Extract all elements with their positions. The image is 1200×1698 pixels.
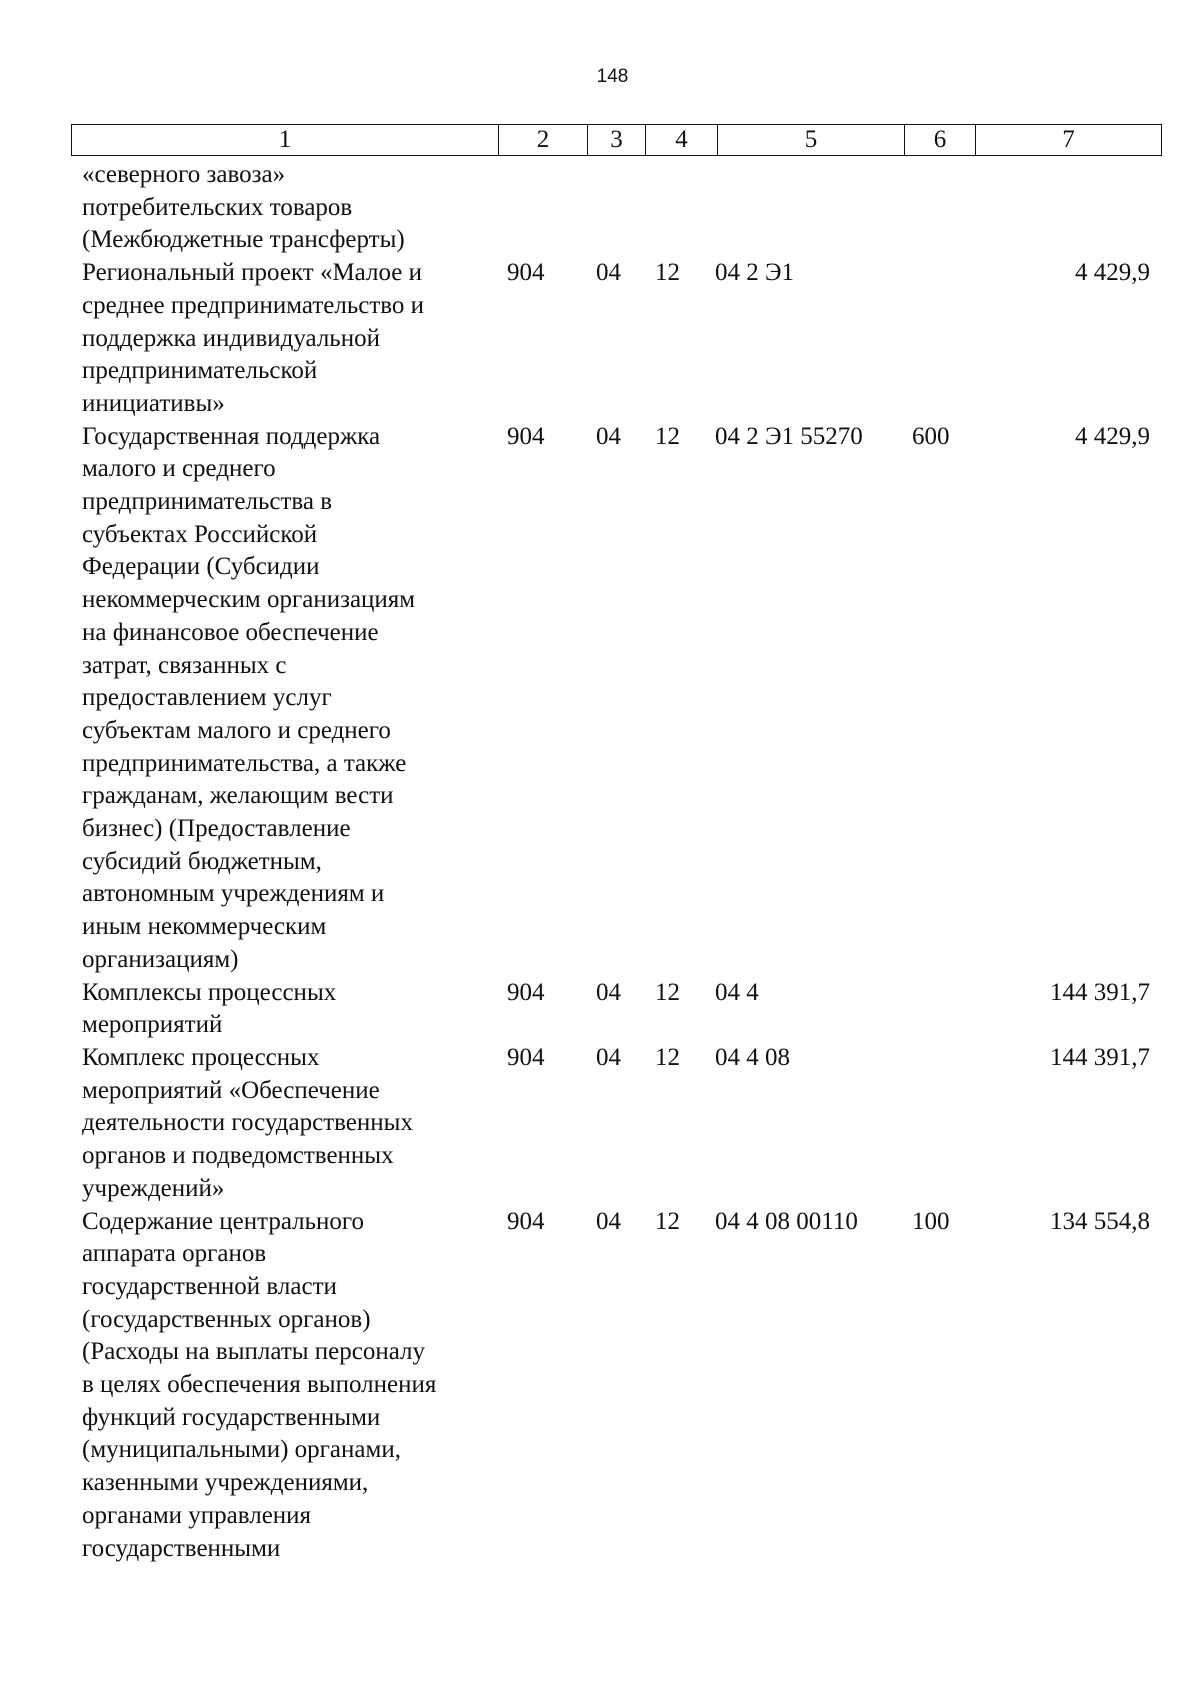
row-cs: 04 4 08 bbox=[715, 1043, 790, 1071]
row-rz: 04 bbox=[596, 1043, 621, 1071]
table-row bbox=[0, 977, 1200, 1042]
page-number: 148 bbox=[596, 66, 629, 87]
row-name: Региональный проект «Малое и среднее предпринимательство и поддержка индивидуальной предпринимательской инициативы» bbox=[82, 259, 425, 417]
row-gr: 904 bbox=[507, 422, 545, 450]
row-cs: 04 4 08 00110 bbox=[715, 1207, 858, 1235]
row-pr: 12 bbox=[655, 422, 680, 450]
row-rz: 04 bbox=[596, 978, 621, 1006]
header-cell-1: 1 bbox=[72, 125, 499, 155]
row-pr: 12 bbox=[655, 978, 680, 1006]
table-row bbox=[0, 257, 1200, 421]
row-vr: 600 bbox=[912, 422, 950, 450]
table-row bbox=[0, 1206, 1200, 1566]
row-cs: 04 2 Э1 bbox=[715, 259, 795, 287]
header-cell-5: 5 bbox=[718, 125, 905, 155]
row-gr: 904 bbox=[507, 978, 545, 1006]
header-cell-7: 7 bbox=[1062, 126, 1075, 153]
row-sum: 144 391,7 bbox=[1050, 1043, 1150, 1071]
row-rz: 04 bbox=[596, 1207, 621, 1235]
row-pr: 12 bbox=[655, 1043, 680, 1071]
row-gr: 904 bbox=[507, 1043, 545, 1071]
row-gr: 904 bbox=[507, 1207, 545, 1235]
table-row bbox=[0, 159, 1200, 257]
header-cell-2: 2 bbox=[499, 125, 588, 155]
header-cell-6: 6 bbox=[905, 125, 976, 155]
row-sum: 134 554,8 bbox=[1050, 1207, 1150, 1235]
row-sum: 4 429,9 bbox=[1075, 422, 1150, 450]
row-name: Государственная поддержка малого и среднего предпринимательства в субъектах Российской Федерации (Субсидии некоммерческим организациям на финансовое обеспечение затрат, связанных с предоставлением услуг субъектам малого и среднего предпринимательства, а также гражданам, желающим вести бизнес) (Предоставление субсидий бюджетным, автономным учреждениям и иным некоммерческим организациям) bbox=[82, 422, 416, 973]
row-gr: 904 bbox=[507, 259, 545, 287]
row-pr: 12 bbox=[655, 259, 680, 287]
row-name: Комплекс процессных мероприятий «Обеспечение деятельности государственных органов и подведомственных учреждений» bbox=[82, 1043, 413, 1202]
row-name: «северного завоза» потребительских товаров (Межбюджетные трансферты) bbox=[82, 161, 405, 254]
row-sum: 4 429,9 bbox=[1075, 259, 1150, 287]
row-name: Комплексы процессных мероприятий bbox=[82, 978, 337, 1039]
row-vr: 100 bbox=[912, 1207, 950, 1235]
header-cell-4: 4 bbox=[646, 125, 718, 155]
row-pr: 12 bbox=[655, 1207, 680, 1235]
row-cs: 04 4 bbox=[715, 978, 759, 1006]
row-sum: 144 391,7 bbox=[1050, 978, 1150, 1006]
row-rz: 04 bbox=[596, 422, 621, 450]
row-name: Содержание центрального аппарата органов государственной власти (государственных органов) (Расходы на выплаты персоналу в целях обеспечения выполнения функций государственными (муниципальными) органами, казенными учреждениями, органами управления государственными bbox=[82, 1207, 437, 1562]
table-row bbox=[0, 421, 1200, 977]
row-cs: 04 2 Э1 55270 bbox=[715, 422, 863, 450]
header-cell-3: 3 bbox=[588, 125, 646, 155]
table-body bbox=[0, 159, 1200, 1565]
table-row bbox=[0, 1042, 1200, 1206]
row-rz: 04 bbox=[596, 259, 621, 287]
table-header bbox=[71, 124, 1162, 156]
